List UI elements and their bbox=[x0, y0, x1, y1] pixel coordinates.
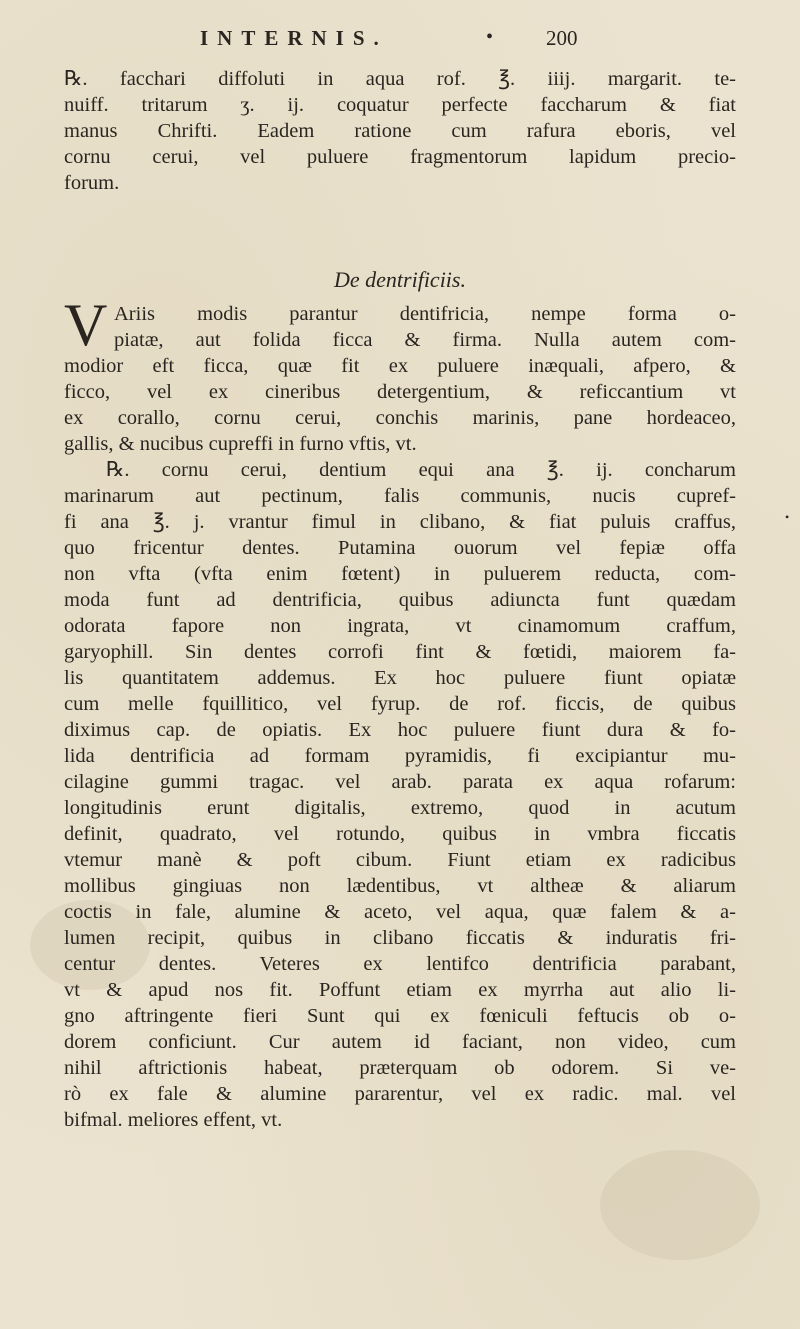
text-line: non vfta (vfta enim fœtent) in puluerem reducta, com- bbox=[64, 563, 736, 585]
drop-cap: V bbox=[64, 292, 108, 358]
text-line: nihil aftrictionis habeat, præterquam ob odorem. Si ve- bbox=[64, 1057, 736, 1079]
text-line: moda funt ad dentrificia, quibus adiuncta funt quædam bbox=[64, 589, 736, 611]
recipe-paragraph bbox=[64, 66, 736, 196]
page-number: 200 bbox=[546, 26, 578, 50]
text-line: centur dentes. Veteres ex lentifco dentrificia parabant, bbox=[64, 953, 736, 975]
text-line: longitudinis erunt digitalis, extremo, quod in acutum bbox=[64, 797, 736, 819]
text-line: gno aftringente fieri Sunt qui ex fœniculi feftucis ob o- bbox=[64, 1005, 736, 1027]
text-line: piatæ, aut folida ficca & firma. Nulla autem com- bbox=[114, 329, 736, 351]
text-line: lumen recipit, quibus in clibano ficcatis & induratis fri- bbox=[64, 927, 736, 949]
text-line: ficco, vel ex cineribus detergentium, & reficcantium vt bbox=[64, 381, 736, 403]
header-ornament: • bbox=[486, 26, 494, 48]
text-line: Ariis modis parantur dentifricia, nempe forma o- bbox=[114, 303, 736, 325]
text-line: rò ex fale & alumine pararentur, vel ex radic. mal. vel bbox=[64, 1083, 736, 1105]
text-line: quo fricentur dentes. Putamina ouorum vel fepiæ offa bbox=[64, 537, 736, 559]
text-line: dorem conficiunt. Cur autem id faciant, non video, cum bbox=[64, 1031, 736, 1053]
text-line: cum melle fquillitico, vel fyrup. de rof. ficcis, de quibus bbox=[64, 693, 736, 715]
text-line: ℞. facchari diffoluti in aqua rof. ℥. iiij. margarit. te- bbox=[64, 68, 736, 90]
text-line: modior eft ficca, quæ fit ex puluere inæquali, afpero, & bbox=[64, 355, 736, 377]
text-line: definit, quadrato, vel rotundo, quibus in vmbra ficcatis bbox=[64, 823, 736, 845]
text-line: forum. bbox=[64, 172, 120, 194]
text-line: diximus cap. de opiatis. Ex hoc puluere fiunt dura & fo- bbox=[64, 719, 736, 741]
text-line: marinarum aut pectinum, falis communis, nucis cupref- bbox=[64, 485, 736, 507]
paper-stain bbox=[600, 1150, 760, 1260]
text-line: fi ana ℥. j. vrantur fimul in clibano, & fiat puluis craffus, bbox=[64, 511, 736, 533]
text-line: mollibus gingiuas non lædentibus, vt altheæ & aliarum bbox=[64, 875, 736, 897]
page-header bbox=[200, 26, 620, 56]
text-line: odorata fapore non ingrata, vt cinamomum craffum, bbox=[64, 615, 736, 637]
text-line: cornu cerui, vel puluere fragmentorum lapidum precio- bbox=[64, 146, 736, 168]
text-line: bifmal. meliores effent, vt. bbox=[64, 1109, 283, 1131]
text-line: cilagine gummi tragac. vel arab. parata ex aqua rofarum: bbox=[64, 771, 736, 793]
text-line: lis quantitatem addemus. Ex hoc puluere fiunt opiatæ bbox=[64, 667, 736, 689]
running-head: INTERNIS. bbox=[200, 26, 388, 50]
text-line: manus Chrifti. Eadem ratione cum rafura eboris, vel bbox=[64, 120, 736, 142]
text-line: gallis, & nucibus cupreffi in furno vftis, vt. bbox=[64, 433, 417, 455]
text-line: vtemur manè & poft cibum. Fiunt etiam ex radicibus bbox=[64, 849, 736, 871]
text-line: garyophill. Sin dentes corrofi fint & fœtidi, maiorem fa- bbox=[64, 641, 736, 663]
margin-mark: • bbox=[785, 510, 790, 524]
text-line: nuiff. tritarum ʒ. ij. coquatur perfecte faccharum & fiat bbox=[64, 94, 736, 116]
text-line: coctis in fale, alumine & aceto, vel aqua, quæ falem & a- bbox=[64, 901, 736, 923]
text-line: vt & apud nos fit. Poffunt etiam ex myrrha aut alio li- bbox=[64, 979, 736, 1001]
intro-paragraph bbox=[64, 301, 736, 457]
body-paragraph bbox=[64, 457, 736, 1133]
text-line: lida dentrificia ad formam pyramidis, fi excipiantur mu- bbox=[64, 745, 736, 767]
section-heading: De dentrificiis. bbox=[334, 267, 466, 292]
text-line: ℞. cornu cerui, dentium equi ana ℥. ij. concharum bbox=[106, 459, 736, 481]
text-line: ex corallo, cornu cerui, conchis marinis, pane hordeaceo, bbox=[64, 407, 736, 429]
